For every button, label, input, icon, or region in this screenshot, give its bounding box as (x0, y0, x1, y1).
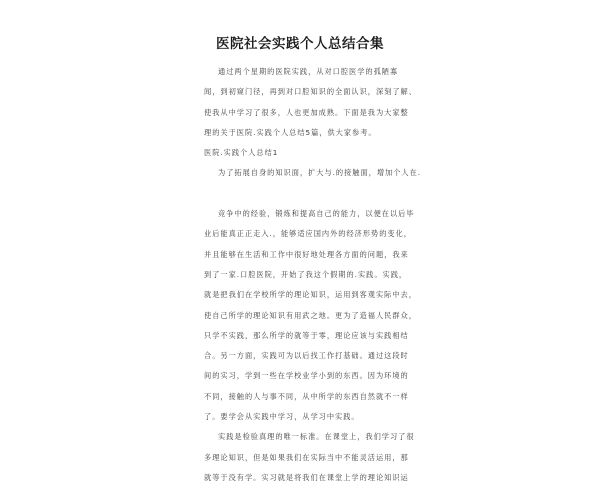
paragraph-line: 只学不实践，那么所学的就等于零，理论应该与实践相结 (204, 330, 409, 340)
paragraph-line: 间的实习，学到一些在学校业学小到的东西。因为环境的 (204, 371, 409, 381)
paragraph-line: 就是把我们在学校所学的理论知识，运用到客观实际中去， (204, 290, 417, 300)
paragraph-line: 使自己所学的理论知识有用武之地。更为了造福人民群众， (204, 310, 417, 320)
paragraph-line: 到了一家.口腔医院，开始了我这个假期的.实践。实践， (204, 269, 408, 279)
paragraph-line: 就等于没有学。实习就是将我们在课堂上学的理论知识运 (204, 472, 409, 482)
document-title: 医院社会实践个人总结合集 (216, 36, 384, 52)
paragraph-line: 为了拓展自身的知识面，扩大与.的接触面，增加个人在. (218, 168, 422, 178)
paragraph-line: 竞争中的经验，锻炼和提高自己的能力，以便在以后毕 (218, 209, 415, 219)
document-body (204, 62, 422, 488)
blank-line (204, 184, 404, 204)
paragraph-line: 通过两个星期的医院实践，从对口腔医学的孤陋寡 (218, 67, 399, 76)
paragraph-line: 了。要学会从实践中学习，从学习中实践。 (204, 412, 360, 422)
paragraph-line: 业后能真正正走入.，能够适应国内外的经济形势的变化， (204, 229, 412, 239)
paragraph-line: 理的关于医院.实践个人总结5篇，供大家参考。 (204, 127, 377, 137)
paragraph-line: 多理论知识，但是如果我们在实际当中不能灵活运用，那 (204, 452, 409, 462)
paragraph-line: 实践是检验真理的唯一标准。在课堂上，我们学习了很 (218, 432, 415, 442)
paragraph-line: 并且能够在生活和工作中很好地处理各方面的问题，我来 (204, 249, 409, 259)
paragraph-line: 闻，到初窥门径，再到对口腔知识的全面认识，深刻了解、 (204, 87, 417, 97)
paragraph-line: 不同，接触的人与事不同，从中所学的东西自然就不一样 (204, 391, 409, 401)
section-heading: 医院.实践个人总结1 (204, 148, 279, 158)
paragraph-line: 合。另一方面，实践可为以后找工作打基础。通过这段时 (204, 351, 409, 361)
paragraph-line: 使我从中学习了很多，人也更加成熟。下面是我为大家整 (204, 107, 409, 117)
